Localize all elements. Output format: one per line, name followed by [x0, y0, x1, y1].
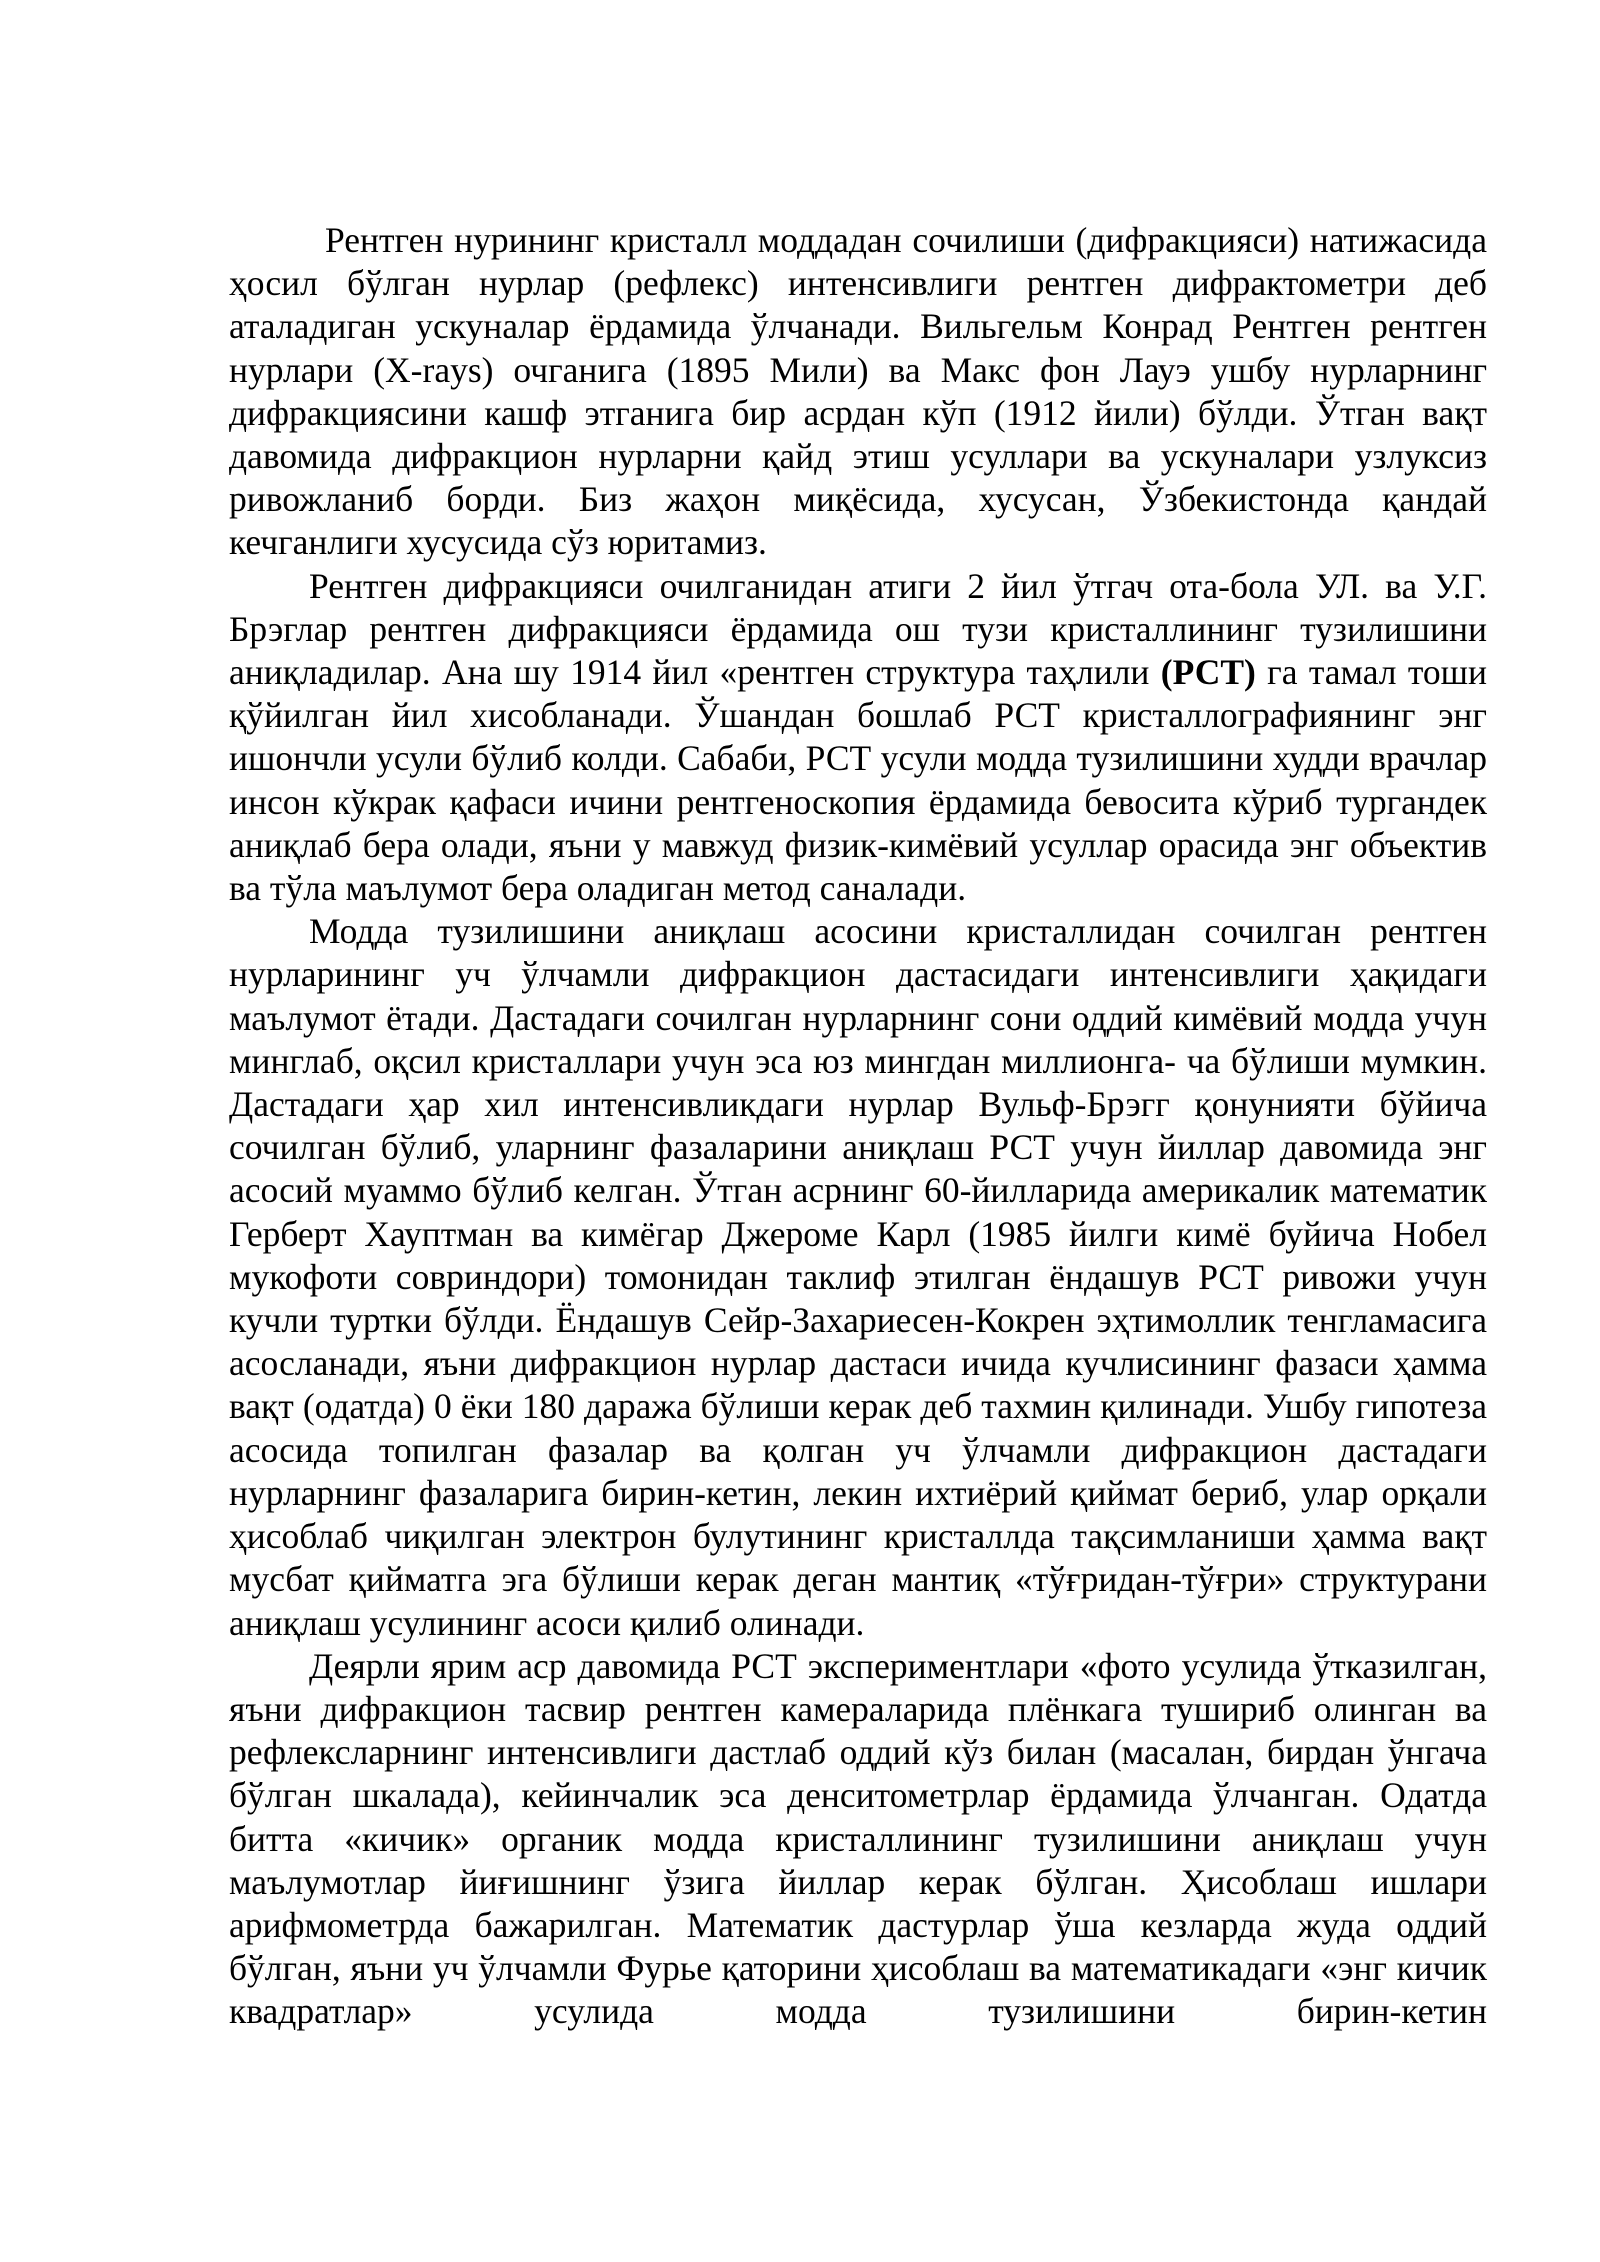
- paragraph-4: Деярли ярим аср давомида РСТ экспериментлари «фото усулида ўтказилган, яъни дифракцион тасвир рентген камераларида плёнкага тушириб олинган ва рефлексларнинг интенсивлиги дастлаб оддий кўз билан (масалан, бирдан ўнгача бўлган шкалада), кейинчалик эса денситометрлар ёрдамида ўлчанган. Одатда битта «кичик» органик модда кристаллининг тузилишини аниқлаш учун маълумотлар йиғишнинг ўзига йиллар керак бўлган. Ҳисоблаш ишлари арифмометрда бажарилган. Математик дастурлар ўша кезларда жуда оддий бўлган, яъни уч ўлчамли Фурье қаторини ҳисоблаш ва математикадаги «энг кичик квадратлар» усулида модда тузилишини бирин-кетин: [229, 1645, 1487, 2032]
- paragraph-2: [229, 565, 1487, 911]
- paragraph-2-text-before: Рентген дифракцияси очилганидан атиги 2 йил ўтгач ота-бола УЛ. ва У.Г. Брэглар рентген дифракцияси ёрдамида ош тузи кристаллининг тузилишини аниқладилар. Ана шу 1914 йил «рентген структура таҳлили: [229, 565, 1487, 693]
- paragraph-1: Рентген нурининг кристалл моддадан сочилиши (дифракцияси) натижасида ҳосил бўлган нурлар (рефлекс) интенсивлиги рентген дифрактометри деб аталадиган ускуналар ёрдамида ўлчанади. Вильгельм Конрад Рентген рентген нурлари (X-rays) очганига (1895 Мили) ва Макс фон Лауэ ушбу нурларнинг дифракциясини кашф этганига бир асрдан кўп (1912 йили) бўлди. Ўтган вақт давомида дифракцион нурларни қайд этиш усуллари ва ускуналари узлуксиз ривожланиб борди. Биз жаҳон миқёсида, хусусан, Ўзбекистонда қандай кечганлиги хусусида сўз юритамиз.: [229, 220, 1487, 563]
- rst-abbreviation: (РСТ): [1160, 652, 1256, 693]
- paragraph-3: Модда тузилишини аниқлаш асосини кристаллидан сочилган рентген нурларининг уч ўлчамли дифракцион дастасидаги интенсивлиги ҳақидаги маълумот ётади. Дастадаги сочилган нурларнинг сони оддий кимёвий модда учун минглаб, оқсил кристаллари учун эса юз мингдан миллионга- ча бўлиши мумкин. Дастадаги ҳар хил интенсивликдаги нурлар Вульф-Брэгг қонунияти бўйича сочилган бўлиб, уларнинг фазаларини аниқлаш РСТ учун йиллар давомида энг асосий муаммо бўлиб келган. Ўтган асрнинг 60-йилларида америкалик математик Герберт Хауптман ва кимёгар Джероме Карл (1985 йилги кимё буйича Нобел мукофоти совриндори) томонидан таклиф этилган ёндашув РСТ ривожи учун кучли туртки бўлди. Ёндашув Сейр-Захариесен-Кокрен эҳтимоллик тенгламасига асосланади, яъни дифракцион нурлар дастаси ичида кучлисининг фазаси ҳамма вақт (одатда) 0 ёки 180 даража бўлиши керак деб тахмин қилинади. Ушбу гипотеза асосида топилган фазалар ва қолган уч ўлчамли дифракцион дастадаги нурларнинг фазаларига бирин-кетин, лекин ихтиёрий қиймат бериб, улар орқали ҳисоблаб чиқилган электрон булутининг кристаллда тақсимланиши ҳамма вақт мусбат қийматга эга бўлиши керак деган мантиқ «тўғридан-тўғри» структурани аниқлаш усулининг асоси қилиб олинади.: [229, 911, 1487, 1643]
- body-text: [229, 219, 1487, 2034]
- paragraph-2-text-after: га тамал тоши қўйилган йил хисобланади. Ўшандан бошлаб РСТ кристаллографиянинг энг ишончли усули бўлиб колди. Сабаби, РСТ усули модда тузилишини худди врачлар инсон кўкрак қафаси ичини рентгеноскопия ёрдамида бевосита кўриб тургандек аниқлаб бера олади, яъни у мавжуд физик-кимёвий усуллар орасида энг объектив ва тўла маълумот бера оладиган метод саналади.: [229, 652, 1487, 909]
